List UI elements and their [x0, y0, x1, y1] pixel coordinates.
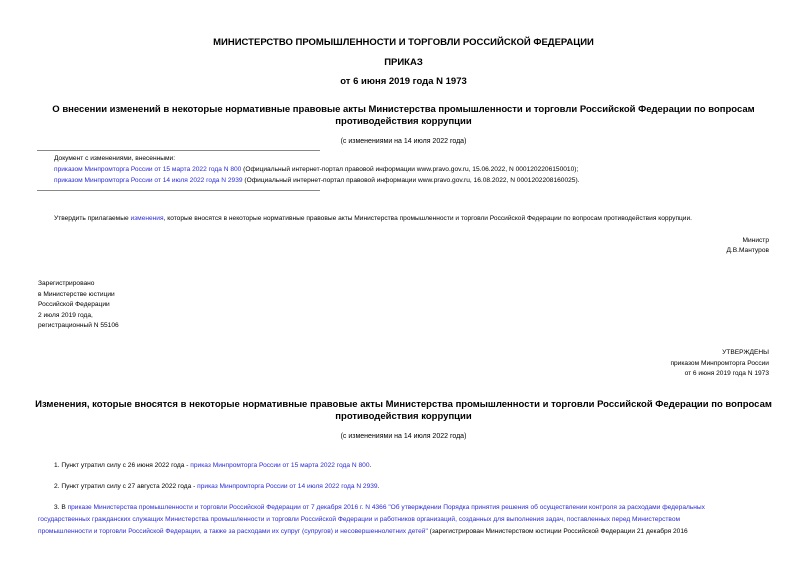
changes-revision-note: (с изменениями на 14 июля 2022 года) — [340, 433, 467, 440]
registration-block — [38, 279, 119, 332]
item-text: (зарегистрирован Министерством юстиции Российской Федерации 21 декабря 2016 — [427, 528, 688, 535]
changes-title-line1: Изменения, которые вносятся в некоторые нормативные правовые акты Министерства промышленности и торговли Российской Федерации по вопросам — [35, 399, 772, 410]
item3-line — [38, 502, 769, 514]
doc-title-line2: противодействия коррупции — [335, 116, 472, 127]
order-text: Утвердить прилагаемые — [54, 215, 131, 222]
registration-line: Зарегистрировано — [38, 280, 95, 287]
item3-line — [38, 526, 769, 538]
item-text: 3. В — [54, 504, 68, 511]
approved-block — [670, 348, 769, 380]
divider-top — [37, 150, 320, 151]
doc-type: ПРИКАЗ — [384, 57, 423, 68]
order-paragraph — [54, 215, 692, 222]
changes-link[interactable]: изменения — [130, 215, 164, 222]
changes-item-1 — [54, 462, 371, 469]
amendment-item — [54, 166, 578, 173]
amendment-link[interactable]: приказом Минпромторга России от 14 июля 2022 года N 2939 — [54, 177, 243, 184]
item3-line — [38, 514, 769, 526]
registration-line: 2 июля 2019 года, — [38, 311, 93, 319]
item-link[interactable]: приказ Минпромторга России от 14 июля 2022 года N 2939 — [197, 483, 378, 490]
amendment-source: (Официальный интернет-портал правовой информации www.pravo.gov.ru, 15.06.2022, N 0001202206150010); — [241, 166, 579, 173]
changes-title-line2: противодействия коррупции — [335, 411, 472, 422]
revision-note: (с изменениями на 14 июля 2022 года) — [340, 138, 467, 145]
amendment-source: (Официальный интернет-портал правовой информации www.pravo.gov.ru, 16.08.2022, N 0001202208160025). — [242, 177, 580, 184]
approved-line: от 6 июня 2019 года N 1973 — [684, 370, 769, 377]
amendment-item — [54, 177, 580, 184]
item-text: 2. Пункт утратил силу с 27 августа 2022 года - — [54, 483, 198, 490]
item-text: 1. Пункт утратил силу с 26 июня 2022 года - — [54, 462, 191, 469]
signature-position: Министр — [742, 237, 769, 244]
divider-bottom — [37, 190, 320, 191]
changes-item-2 — [54, 483, 379, 490]
registration-line: в Министерстве юстиции — [38, 290, 115, 298]
registration-line: Российской Федерации — [38, 301, 110, 308]
item-text: . — [377, 483, 380, 490]
ministry-heading: МИНИСТЕРСТВО ПРОМЫШЛЕННОСТИ И ТОРГОВЛИ РОССИЙСКОЙ ФЕДЕРАЦИИ — [213, 37, 594, 48]
changes-item-3 — [38, 502, 769, 538]
item-text: . — [369, 462, 372, 469]
item3-link[interactable]: государственных гражданских служащих Министерства промышленности и торговли Российской Федерации и работников организаций, созданных для выполнения задач, поставленных перед Министерством — [38, 516, 681, 523]
item3-link[interactable]: приказе Министерства промышленности и торговли Российской Федерации от 7 декабря 2016 г. N 4366 "Об утверждении Порядка принятия решения об осуществлении контроля за расходами федеральных — [67, 504, 705, 511]
item-link[interactable]: приказ Минпромторга России от 15 марта 2022 года N 800 — [190, 462, 370, 469]
approved-line: УТВЕРЖДЕНЫ — [722, 349, 769, 356]
registration-line: регистрационный N 55106 — [38, 322, 119, 329]
item3-link[interactable]: промышленности и торговли Российской Федерации, а также за расходами их супруг (супругов) и несовершеннолетних детей" — [38, 528, 428, 535]
approved-line: приказом Минпромторга России — [670, 359, 769, 367]
amendments-intro: Документ с изменениями, внесенными: — [54, 155, 176, 162]
doc-title-line1: О внесении изменений в некоторые нормативные правовые акты Министерства промышленности и торговли Российской Федерации по вопросам — [52, 104, 755, 115]
signature-name: Д.В.Мантуров — [726, 247, 769, 254]
order-text: , которые вносятся в некоторые нормативные правовые акты Министерства промышленности и торговли Российской Федерации по вопросам противодействия коррупции. — [163, 215, 692, 222]
amendment-link[interactable]: приказом Минпромторга России от 15 марта 2022 года N 800 — [54, 166, 242, 173]
doc-date: от 6 июня 2019 года N 1973 — [340, 76, 467, 87]
